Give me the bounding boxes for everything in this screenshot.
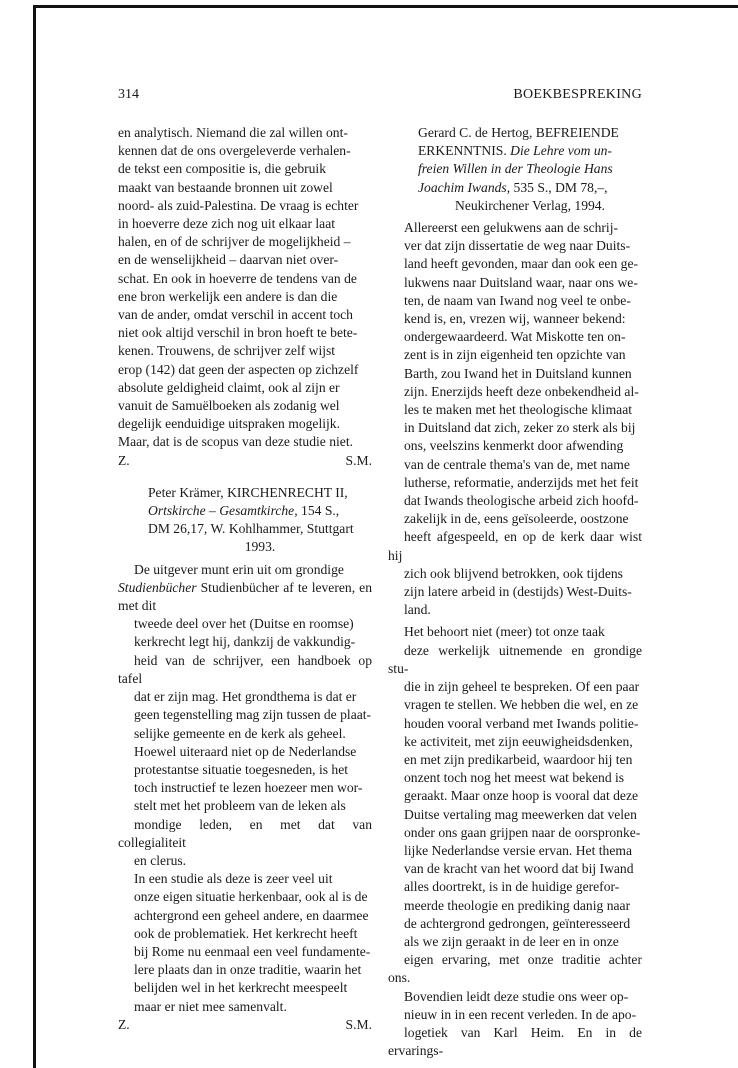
text-line: Duitse vertaling mag meewerken dat velen xyxy=(404,806,637,822)
paragraph xyxy=(118,561,372,870)
text-line: onzent toch nog het meest wat bekend is xyxy=(404,770,625,786)
text-line: logetiek van Karl Heim. En in de ervarings- xyxy=(388,1024,642,1059)
text-line: en analytisch. Niemand die zal willen ont- xyxy=(118,125,348,140)
text-line: bij Rome nu eenmaal een veel fundamente- xyxy=(134,943,371,959)
reference-subtitle: Die Lehre vom un- xyxy=(510,143,612,159)
text-line: ondergewaardeerd. Wat Miskotte ten on- xyxy=(404,329,626,345)
text-line: lutherse, reformatie, anderzijds met het feit xyxy=(404,474,639,490)
page-number: 314 xyxy=(118,87,139,102)
text-line: en clerus. xyxy=(134,852,187,868)
text-line: lere plaats dan in onze traditie, waarin het xyxy=(134,962,362,978)
text-line: in hoeverre deze zich nog uit elkaar laat xyxy=(118,216,336,232)
text-line: land. xyxy=(404,602,431,618)
text-line: ene bron werkelijk een andere is dan die xyxy=(118,288,338,304)
reference-subtitle: freien Willen in der Theologie Hans xyxy=(418,161,613,177)
text-line: nieuw in in een recent verleden. In de apo- xyxy=(404,1006,637,1022)
text-line: ten, de naam van Iwand nog veel te onbe- xyxy=(404,292,631,308)
text-line: geen tegenstelling mag zijn tussen de plaat- xyxy=(134,707,372,723)
text-line: absolute geldigheid claimt, ook al zijn er xyxy=(118,379,340,395)
text-line: houden vooral verband met Iwands politie- xyxy=(404,715,639,731)
text-line: schat. En ook in hoeverre de tendens van de xyxy=(118,270,357,286)
reference-line xyxy=(418,142,642,160)
text-line: achtergrond een geheel andere, en daarmee xyxy=(134,907,369,923)
text-line: stelt met het probleem van de leken als xyxy=(134,798,346,814)
text-line: Bovendien leidt deze studie ons weer op- xyxy=(404,988,629,1004)
text-line: kerkrecht legt hij, dankzij de vakkundig- xyxy=(134,634,356,650)
reference-line: DM 26,17, W. Kohlhammer, Stuttgart xyxy=(148,521,354,537)
right-column xyxy=(388,124,642,1060)
text-line: ons, veelszins kenmerkt door afwending xyxy=(404,438,624,454)
text-line: de achtergrond gedrongen, geïnteresseerd xyxy=(404,915,631,931)
left-column xyxy=(118,124,372,1048)
signature-left: Z. xyxy=(118,452,130,468)
paragraph xyxy=(388,623,642,987)
reference-line: 1993. xyxy=(244,539,276,555)
text-line: geraakt. Maar onze hoop is vooral dat deze xyxy=(404,788,639,804)
review-signature xyxy=(118,452,372,470)
text-line: noord- als zuid-Palestina. De vraag is echter xyxy=(118,197,359,213)
review-signature xyxy=(118,1016,372,1034)
text-line: eigen ervaring, met onze traditie achter ons. xyxy=(388,952,642,986)
signature-left: Z. xyxy=(118,1016,130,1032)
text-line: Hoewel uiteraard niet op de Nederlandse xyxy=(134,743,357,759)
text-line: ke activiteit, met zijn eeuwigheidsdenken, xyxy=(404,733,633,749)
text-line: In een studie als deze is zeer veel uit xyxy=(134,871,333,887)
text-line: de tekst een compositie is, die gebruik xyxy=(118,161,327,177)
text-line: belijden wel in het kerkrecht meespeelt xyxy=(134,980,348,996)
text-line: ook de problematiek. Het kerkrecht heeft xyxy=(134,925,358,941)
text-line: alles doortrekt, is in de huidige gerefor- xyxy=(404,879,620,895)
text-line: van de ander, omdat verschil in accent toch xyxy=(118,307,353,323)
reference-detail: 154 S., xyxy=(297,503,340,519)
paragraph-continued xyxy=(118,124,372,452)
text-line: toch instructief te lezen hoezeer men wor- xyxy=(134,780,363,796)
text-line: als we zijn geraakt in de leer en in onze xyxy=(404,933,619,949)
text-line: maakt van bestaande bronnen uit zowel xyxy=(118,179,333,195)
text-line: vragen te stellen. We hebben die wel, en ze xyxy=(404,697,639,713)
text-line: heeft afgespeeld, en op de kerk daar wist hij xyxy=(388,529,642,563)
text-line: vanuit de Samuëlboeken als zodanig wel xyxy=(118,398,340,414)
section-title: BOEKBESPREKING xyxy=(513,87,642,102)
text-line: kennen dat de ons overgeleverde verhalen- xyxy=(118,143,351,159)
text-line: zijn. Enerzijds heeft deze onbekendheid al- xyxy=(404,383,639,399)
text-line: zakelijk in de, eens geïsoleerde, oostzone xyxy=(404,511,629,527)
text-line: ver dat zijn dissertatie de weg naar Duits- xyxy=(404,238,631,254)
text-line: halen, en of de schrijver de mogelijkheid – xyxy=(118,234,351,250)
text-line: en de wenselijkheid – daarvan niet over- xyxy=(118,252,339,268)
text-line: meerde theologie en prediking danig naar xyxy=(404,897,631,913)
text-line: van de centrale thema's van de, met name xyxy=(404,456,630,472)
scan-edge-left xyxy=(33,5,36,1068)
text-line: land heeft gevonden, maar dan ook een ge- xyxy=(404,256,639,272)
text-line: lijke Nederlandse versie ervan. Het thema xyxy=(404,842,632,858)
text-line: in Duitsland dat zich, zeker zo sterk als bij xyxy=(404,420,636,436)
text-line: zijn latere arbeid in (destijds) West-Duits- xyxy=(404,584,632,600)
text-line: zich ook blijvend betrokken, ook tijdens xyxy=(404,565,623,581)
text-line: kenen. Trouwens, de schrijver zelf wijst xyxy=(118,343,336,359)
text-line: niet ook altijd verschil in bron hoeft te bete- xyxy=(118,325,358,341)
reference-title: Ortskirche – Gesamtkirche, xyxy=(148,503,298,519)
text-line: Studienbücher af te leveren, en met dit xyxy=(118,579,372,614)
reference-line xyxy=(148,502,372,520)
book-reference xyxy=(118,484,372,557)
text-line: mondige leden, en met dat van collegialiteit xyxy=(118,816,372,850)
reference-line: Gerard C. de Hertog, BEFREIENDE xyxy=(418,125,619,140)
scan-edge-top xyxy=(34,5,738,8)
reference-detail: 535 S., DM 78,–, xyxy=(510,179,608,195)
text-line: onder ons gaan grijpen naar de oorspronke- xyxy=(404,824,641,840)
text-line: dat Iwands theologische arbeid zich hoofd- xyxy=(404,493,639,509)
text-line: Barth, zou Iwand het in Duitsland kunnen xyxy=(404,365,632,381)
reference-line: Neukirchener Verlag, 1994. xyxy=(455,197,605,213)
reference-title-end: ERKENNTNIS. xyxy=(418,143,511,159)
signature-right: S.M. xyxy=(345,452,372,468)
reference-line: Peter Krämer, KIRCHENRECHT II, xyxy=(148,484,348,500)
book-reference xyxy=(388,124,642,215)
text-line: die in zijn geheel te bespreken. Of een paar xyxy=(404,679,640,695)
text-line: les te maken met het theologische klimaat xyxy=(404,402,633,418)
text-line: Het behoort niet (meer) tot onze taak xyxy=(404,624,605,640)
text-line: lukwens naar Duitsland waar, naar ons we- xyxy=(404,274,638,290)
italic-term: Studienbücher xyxy=(118,579,197,595)
text-line: onze eigen situatie herkenbaar, ook al is de xyxy=(134,889,368,905)
text-line: tweede deel over het (Duitse en roomse) xyxy=(134,616,354,632)
text-line: erop (142) dat geen der aspecten op zichzelf xyxy=(118,361,359,377)
reference-line xyxy=(418,179,642,197)
text-line: De uitgever munt erin uit om grondige xyxy=(134,561,344,577)
paragraph xyxy=(388,219,642,619)
signature-right: S.M. xyxy=(345,1016,372,1032)
paragraph xyxy=(388,988,642,1061)
text-line: Allereerst een gelukwens aan de schrij- xyxy=(404,220,619,236)
text-line: degelijk eenduidige uitspraken mogelijk. xyxy=(118,416,340,432)
text-line: deze werkelijk uitnemende en grondige stu- xyxy=(388,642,642,676)
text-line: protestantse situatie toegesneden, is het xyxy=(134,761,349,777)
text-line: Maar, dat is de scopus van deze studie niet. xyxy=(118,434,354,450)
text-line: kend is, en, vrezen wij, wanneer bekend: xyxy=(404,311,626,327)
text-line: zent is in zijn eigenheid ten opzichte van xyxy=(404,347,626,363)
reference-subtitle: Joachim Iwands, xyxy=(418,179,511,195)
paragraph xyxy=(118,870,372,1016)
text-line: heid van de schrijver, een handboek op tafel xyxy=(118,652,372,686)
text-line: dat er zijn mag. Het grondthema is dat er xyxy=(134,689,357,705)
text-line: en met zijn predikarbeid, waardoor hij ten xyxy=(404,751,633,767)
text-line: maar er niet mee samenvalt. xyxy=(134,998,287,1014)
text-line: van de kracht van het woord dat bij Iwand xyxy=(404,861,634,877)
text-line: selijke gemeente en de kerk als geheel. xyxy=(134,725,346,741)
